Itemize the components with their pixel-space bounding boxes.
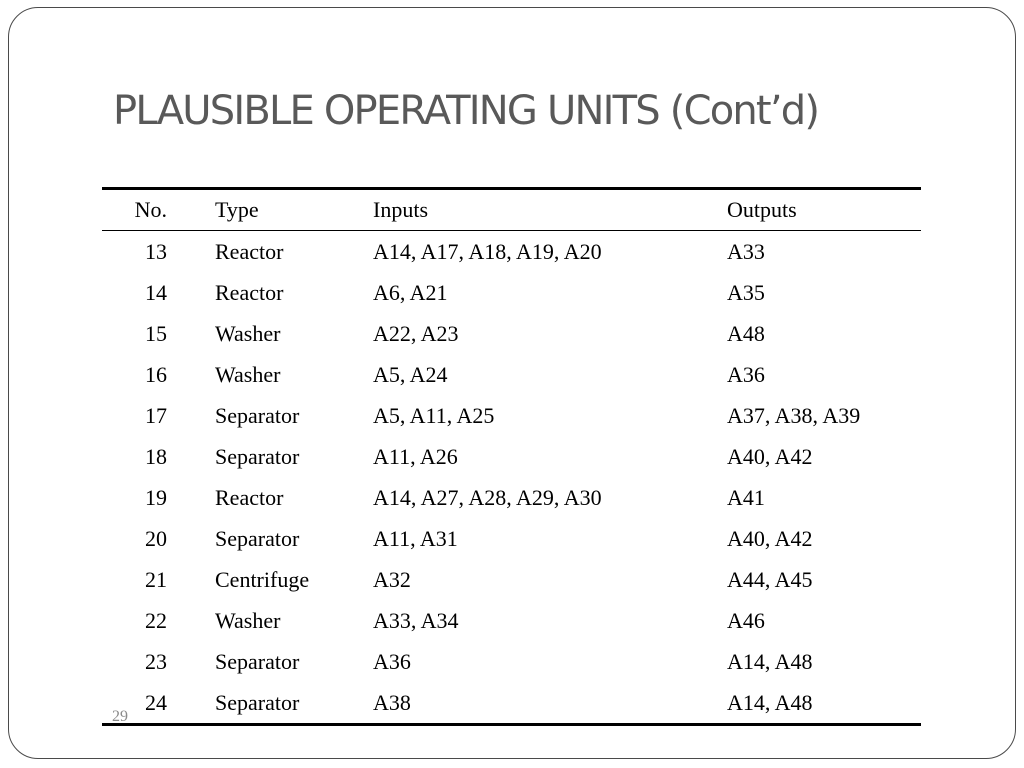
table-row — [102, 395, 921, 436]
table-row — [102, 682, 921, 725]
cell-no: 19 — [145, 484, 167, 510]
column-header-outputs: Outputs — [727, 197, 797, 222]
cell-type: Separator — [215, 689, 300, 715]
cell-type: Washer — [215, 320, 281, 346]
cell-no: 21 — [145, 566, 167, 592]
column-header-no: No. — [134, 197, 167, 222]
cell-inputs: A22, A23 — [373, 320, 459, 346]
cell-no: 22 — [145, 607, 167, 633]
cell-inputs: A32 — [373, 566, 411, 592]
cell-type: Washer — [215, 607, 281, 633]
cell-inputs: A14, A27, A28, A29, A30 — [373, 484, 602, 510]
cell-type: Reactor — [215, 238, 284, 264]
cell-type: Separator — [215, 402, 300, 428]
cell-no: 15 — [145, 320, 167, 346]
cell-type: Separator — [215, 525, 300, 551]
column-header-type: Type — [215, 197, 259, 222]
cell-inputs: A38 — [373, 689, 411, 715]
cell-type: Separator — [215, 443, 300, 469]
cell-inputs: A5, A24 — [373, 361, 448, 387]
cell-inputs: A11, A26 — [373, 443, 458, 469]
table-row — [102, 436, 921, 477]
slide-title: PLAUSIBLE OPERATING UNITS (Cont’d) — [113, 88, 819, 134]
operating-units-table — [102, 187, 921, 726]
cell-no: 16 — [145, 361, 167, 387]
cell-type: Separator — [215, 648, 300, 674]
cell-inputs: A33, A34 — [373, 607, 459, 633]
table-row — [102, 313, 921, 354]
table-row — [102, 641, 921, 682]
page-number: 29 — [112, 708, 128, 725]
table-row — [102, 272, 921, 313]
cell-no: 20 — [145, 525, 167, 551]
table-header-row — [102, 189, 921, 231]
cell-outputs: A33 — [727, 238, 765, 264]
cell-no: 23 — [145, 648, 167, 674]
cell-type: Reactor — [215, 279, 284, 305]
cell-outputs: A40, A42 — [727, 525, 813, 551]
table-row — [102, 354, 921, 395]
cell-outputs: A48 — [727, 320, 765, 346]
cell-inputs: A6, A21 — [373, 279, 448, 305]
cell-inputs: A11, A31 — [373, 525, 458, 551]
table-row — [102, 477, 921, 518]
table-row — [102, 518, 921, 559]
column-header-inputs: Inputs — [373, 197, 428, 222]
cell-outputs: A46 — [727, 607, 765, 633]
cell-no: 24 — [145, 689, 167, 715]
table-row — [102, 231, 921, 273]
cell-no: 18 — [145, 443, 167, 469]
cell-type: Washer — [215, 361, 281, 387]
cell-outputs: A14, A48 — [727, 689, 813, 715]
table-row — [102, 559, 921, 600]
cell-type: Centrifuge — [215, 566, 310, 592]
cell-no: 13 — [145, 238, 167, 264]
cell-inputs: A36 — [373, 648, 411, 674]
cell-no: 17 — [145, 402, 167, 428]
cell-outputs: A41 — [727, 484, 765, 510]
cell-outputs: A36 — [727, 361, 765, 387]
cell-outputs: A14, A48 — [727, 648, 813, 674]
cell-outputs: A44, A45 — [727, 566, 813, 592]
cell-inputs: A5, A11, A25 — [373, 402, 495, 428]
cell-outputs: A40, A42 — [727, 443, 813, 469]
cell-outputs: A35 — [727, 279, 765, 305]
cell-outputs: A37, A38, A39 — [727, 402, 861, 428]
cell-inputs: A14, A17, A18, A19, A20 — [373, 238, 602, 264]
table-row — [102, 600, 921, 641]
cell-type: Reactor — [215, 484, 284, 510]
cell-no: 14 — [145, 279, 167, 305]
